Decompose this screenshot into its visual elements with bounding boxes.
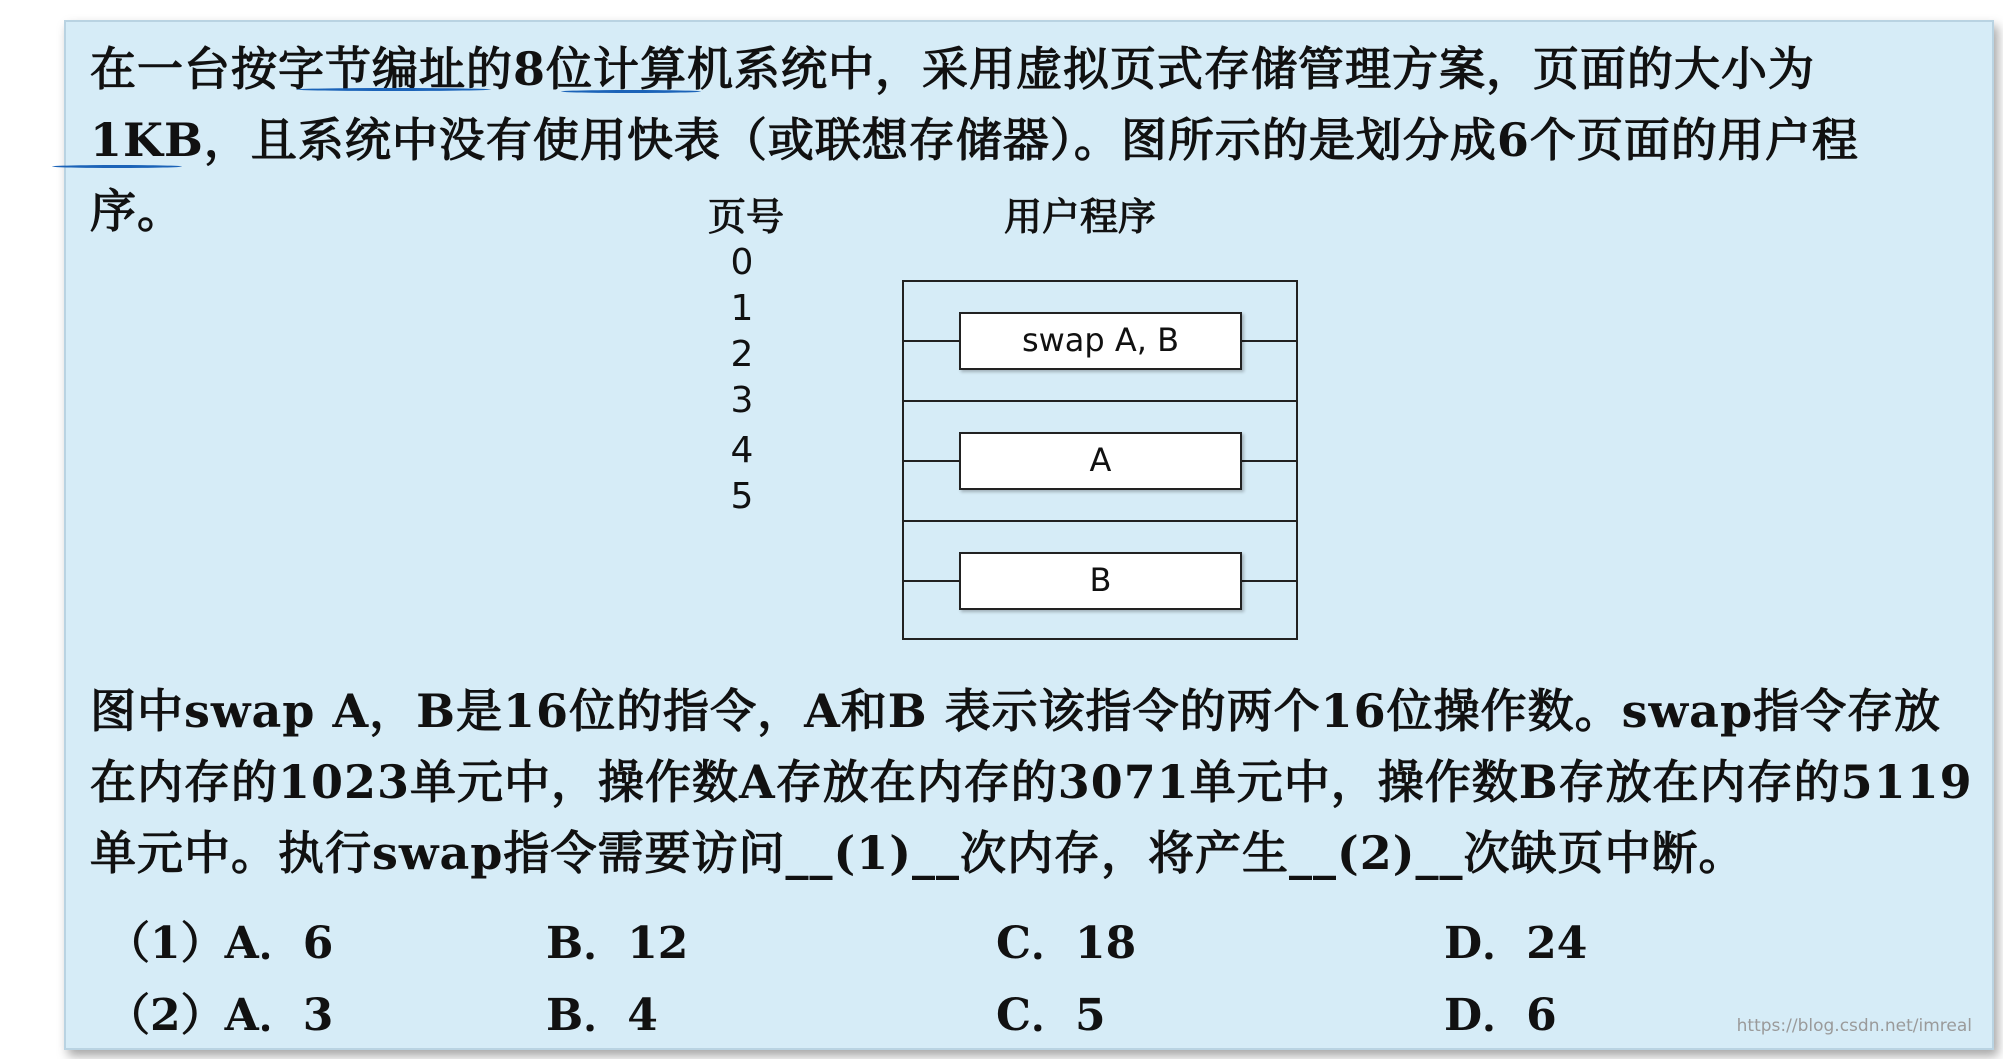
question-slide [64, 20, 1994, 1050]
option-d: D．24 [1444, 918, 1588, 969]
option-a: （1）A．6 [106, 918, 334, 969]
page-number: 0 [730, 242, 754, 283]
operand-b-box: B [959, 552, 1242, 610]
page-divider [904, 520, 1296, 522]
option-a: （2）A．3 [106, 990, 334, 1041]
intro-line-1: 在一台按字节编址的8位计算机系统中，采用虚拟页式存储管理方案，页面的大小为 [90, 42, 1816, 96]
body-line-3: 单元中。执行swap指令需要访问__(1)__次内存，将产生__(2)__次缺页中断。 [90, 826, 1746, 880]
highlight-underline [296, 88, 491, 91]
page-number-header: 页号 [708, 195, 785, 239]
intro-line-2: 1KB，且系统中没有使用快表（或联想存储器）。图所示的是划分成6个页面的用户程 [90, 113, 1859, 167]
page-boundary-line [1238, 580, 1296, 582]
swap-instruction-box: swap A, B [959, 312, 1242, 370]
page-boundary-line [904, 340, 962, 342]
intro-line-3: 序。 [90, 184, 184, 238]
body-line-1: 图中swap A，B是16位的指令，A和B 表示该指令的两个16位操作数。swap指令存放 [90, 684, 1942, 738]
page-number: 3 [730, 380, 754, 421]
option-c: C．18 [996, 918, 1137, 969]
operand-a-box: A [959, 432, 1242, 490]
watermark: https://blog.csdn.net/imreal [1736, 1016, 1972, 1036]
user-program-header: 用户程序 [1004, 195, 1157, 239]
page-boundary-line [1238, 340, 1296, 342]
option-c: C．5 [996, 990, 1106, 1041]
page-divider [904, 400, 1296, 402]
program-frame [902, 280, 1298, 640]
option-b: B．12 [546, 918, 689, 969]
highlight-underline [52, 165, 182, 168]
page-number: 2 [730, 334, 754, 375]
question-body [90, 676, 1973, 889]
page-boundary-line [1238, 460, 1296, 462]
page-boundary-line [904, 460, 962, 462]
page-number: 1 [730, 288, 754, 329]
option-b: B．4 [546, 990, 658, 1041]
page-number: 4 [730, 430, 754, 471]
highlight-underline [561, 90, 701, 93]
page-boundary-line [904, 580, 962, 582]
option-d: D．6 [1444, 990, 1557, 1041]
body-line-2: 在内存的1023单元中，操作数A存放在内存的3071单元中，操作数B存放在内存的5119 [90, 755, 1973, 809]
program-page-diagram [666, 195, 1366, 662]
question-intro [90, 34, 1859, 247]
page-number: 5 [730, 476, 754, 517]
